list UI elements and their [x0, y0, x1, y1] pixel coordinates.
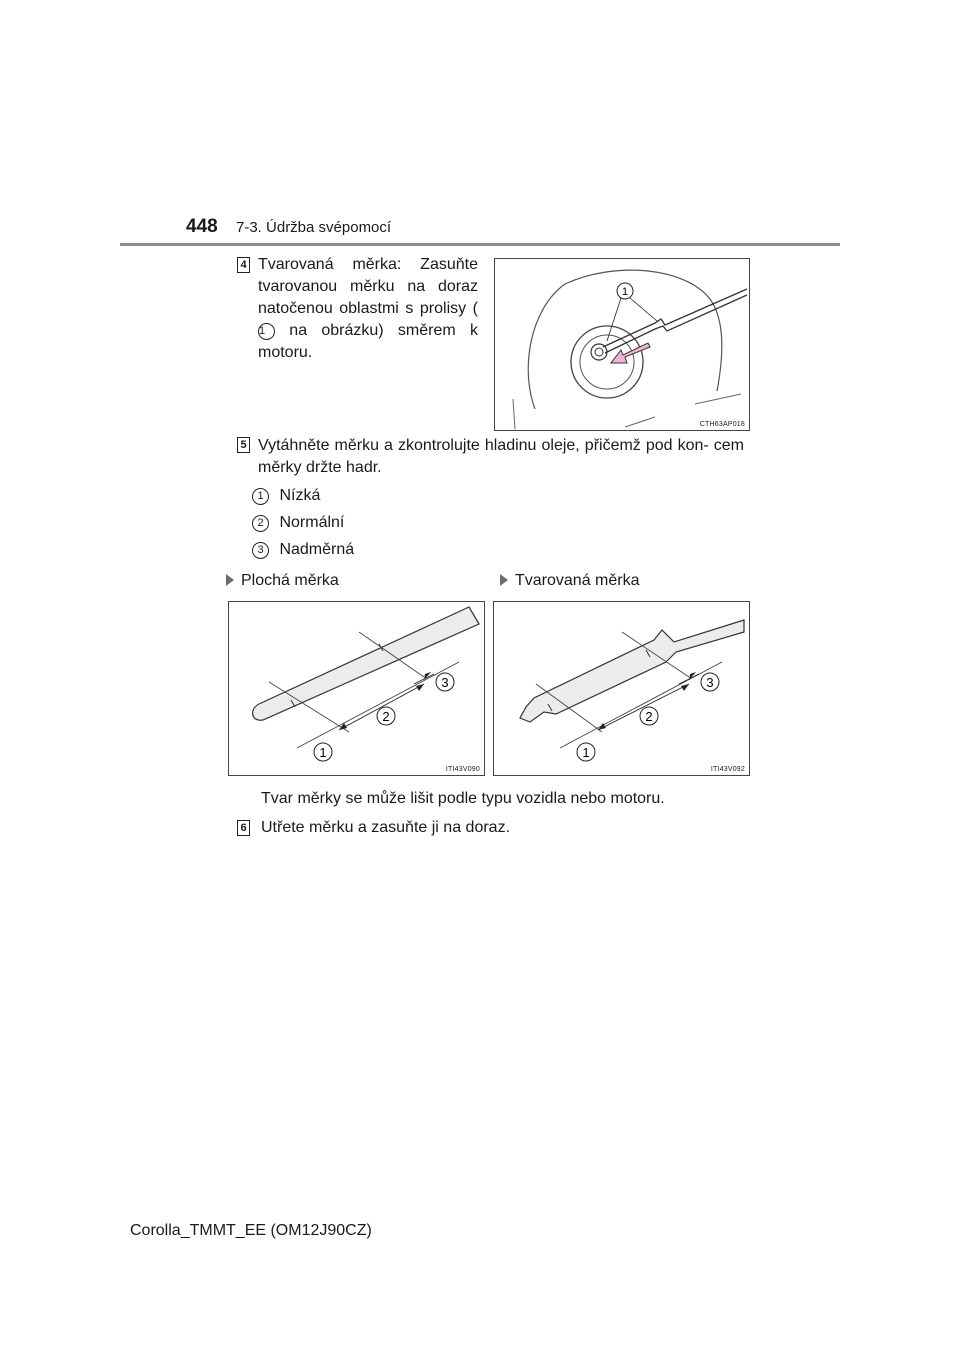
shaped-callout-2: 2 — [645, 709, 653, 724]
step-4-text-main: Tvarovaná měrka: Zasuňte tvarovanou měrku na doraz natočenou oblastmi s prolisy — [258, 256, 478, 317]
dipstick-insertion-illustration — [495, 259, 749, 430]
flat-callout-3: 3 — [441, 675, 449, 690]
flat-callout-2: 2 — [382, 709, 390, 724]
level-item — [252, 512, 344, 534]
level-label: Normální — [279, 514, 345, 531]
level-item — [252, 539, 354, 561]
figure-title-flat: Plochá měrka — [226, 570, 339, 592]
figure-code: ITI43V092 — [710, 766, 745, 773]
figure-callout-1: 1 — [621, 286, 629, 298]
header-divider — [120, 243, 840, 246]
triangle-bullet-icon — [500, 574, 508, 586]
figure-flat-dipstick — [228, 601, 485, 776]
note-text: Tvar měrky se může lišit podle typu vozidla nebo motoru. — [261, 790, 665, 807]
step-6-text: Utřete měrku a zasuňte ji na doraz. — [261, 819, 511, 836]
flat-dipstick-illustration — [229, 602, 484, 775]
step-4-text — [258, 254, 478, 364]
level-label: Nadměrná — [279, 541, 355, 558]
level-label: Nízká — [279, 487, 321, 504]
shaped-callout-3: 3 — [706, 675, 714, 690]
section-title: 7-3. Údržba svépomocí — [236, 219, 392, 236]
figure-shaped-dipstick — [493, 601, 750, 776]
step-4-text-close: na obrázku) směrem k motoru. — [258, 322, 478, 361]
level-number: 2 — [252, 515, 269, 532]
step-4-text-open: ( — [472, 300, 478, 317]
shaped-dipstick-illustration — [494, 602, 749, 775]
shaped-callout-1: 1 — [582, 745, 590, 760]
level-number: 3 — [252, 542, 269, 559]
figure-dipstick-insertion — [494, 258, 750, 431]
level-item — [252, 485, 320, 507]
figure-title-shaped: Tvarovaná měrka — [500, 570, 640, 592]
step-badge-6: 6 — [237, 820, 250, 836]
step-4-reference-number: 1 — [258, 323, 275, 340]
page-number: 448 — [186, 216, 218, 237]
step-badge-4: 4 — [237, 257, 250, 273]
footer-document-id: Corolla_TMMT_EE (OM12J90CZ) — [130, 1222, 372, 1239]
flat-callout-1: 1 — [319, 745, 327, 760]
triangle-bullet-icon — [226, 574, 234, 586]
step-5-text: Vytáhněte měrku a zkontrolujte hladinu oleje, přičemž pod kon- cem měrky držte hadr. — [258, 437, 744, 476]
step-badge-5: 5 — [237, 437, 250, 453]
level-number: 1 — [252, 488, 269, 505]
figure-code: ITI43V090 — [445, 766, 480, 773]
figure-code: CTH63AP018 — [699, 421, 745, 428]
